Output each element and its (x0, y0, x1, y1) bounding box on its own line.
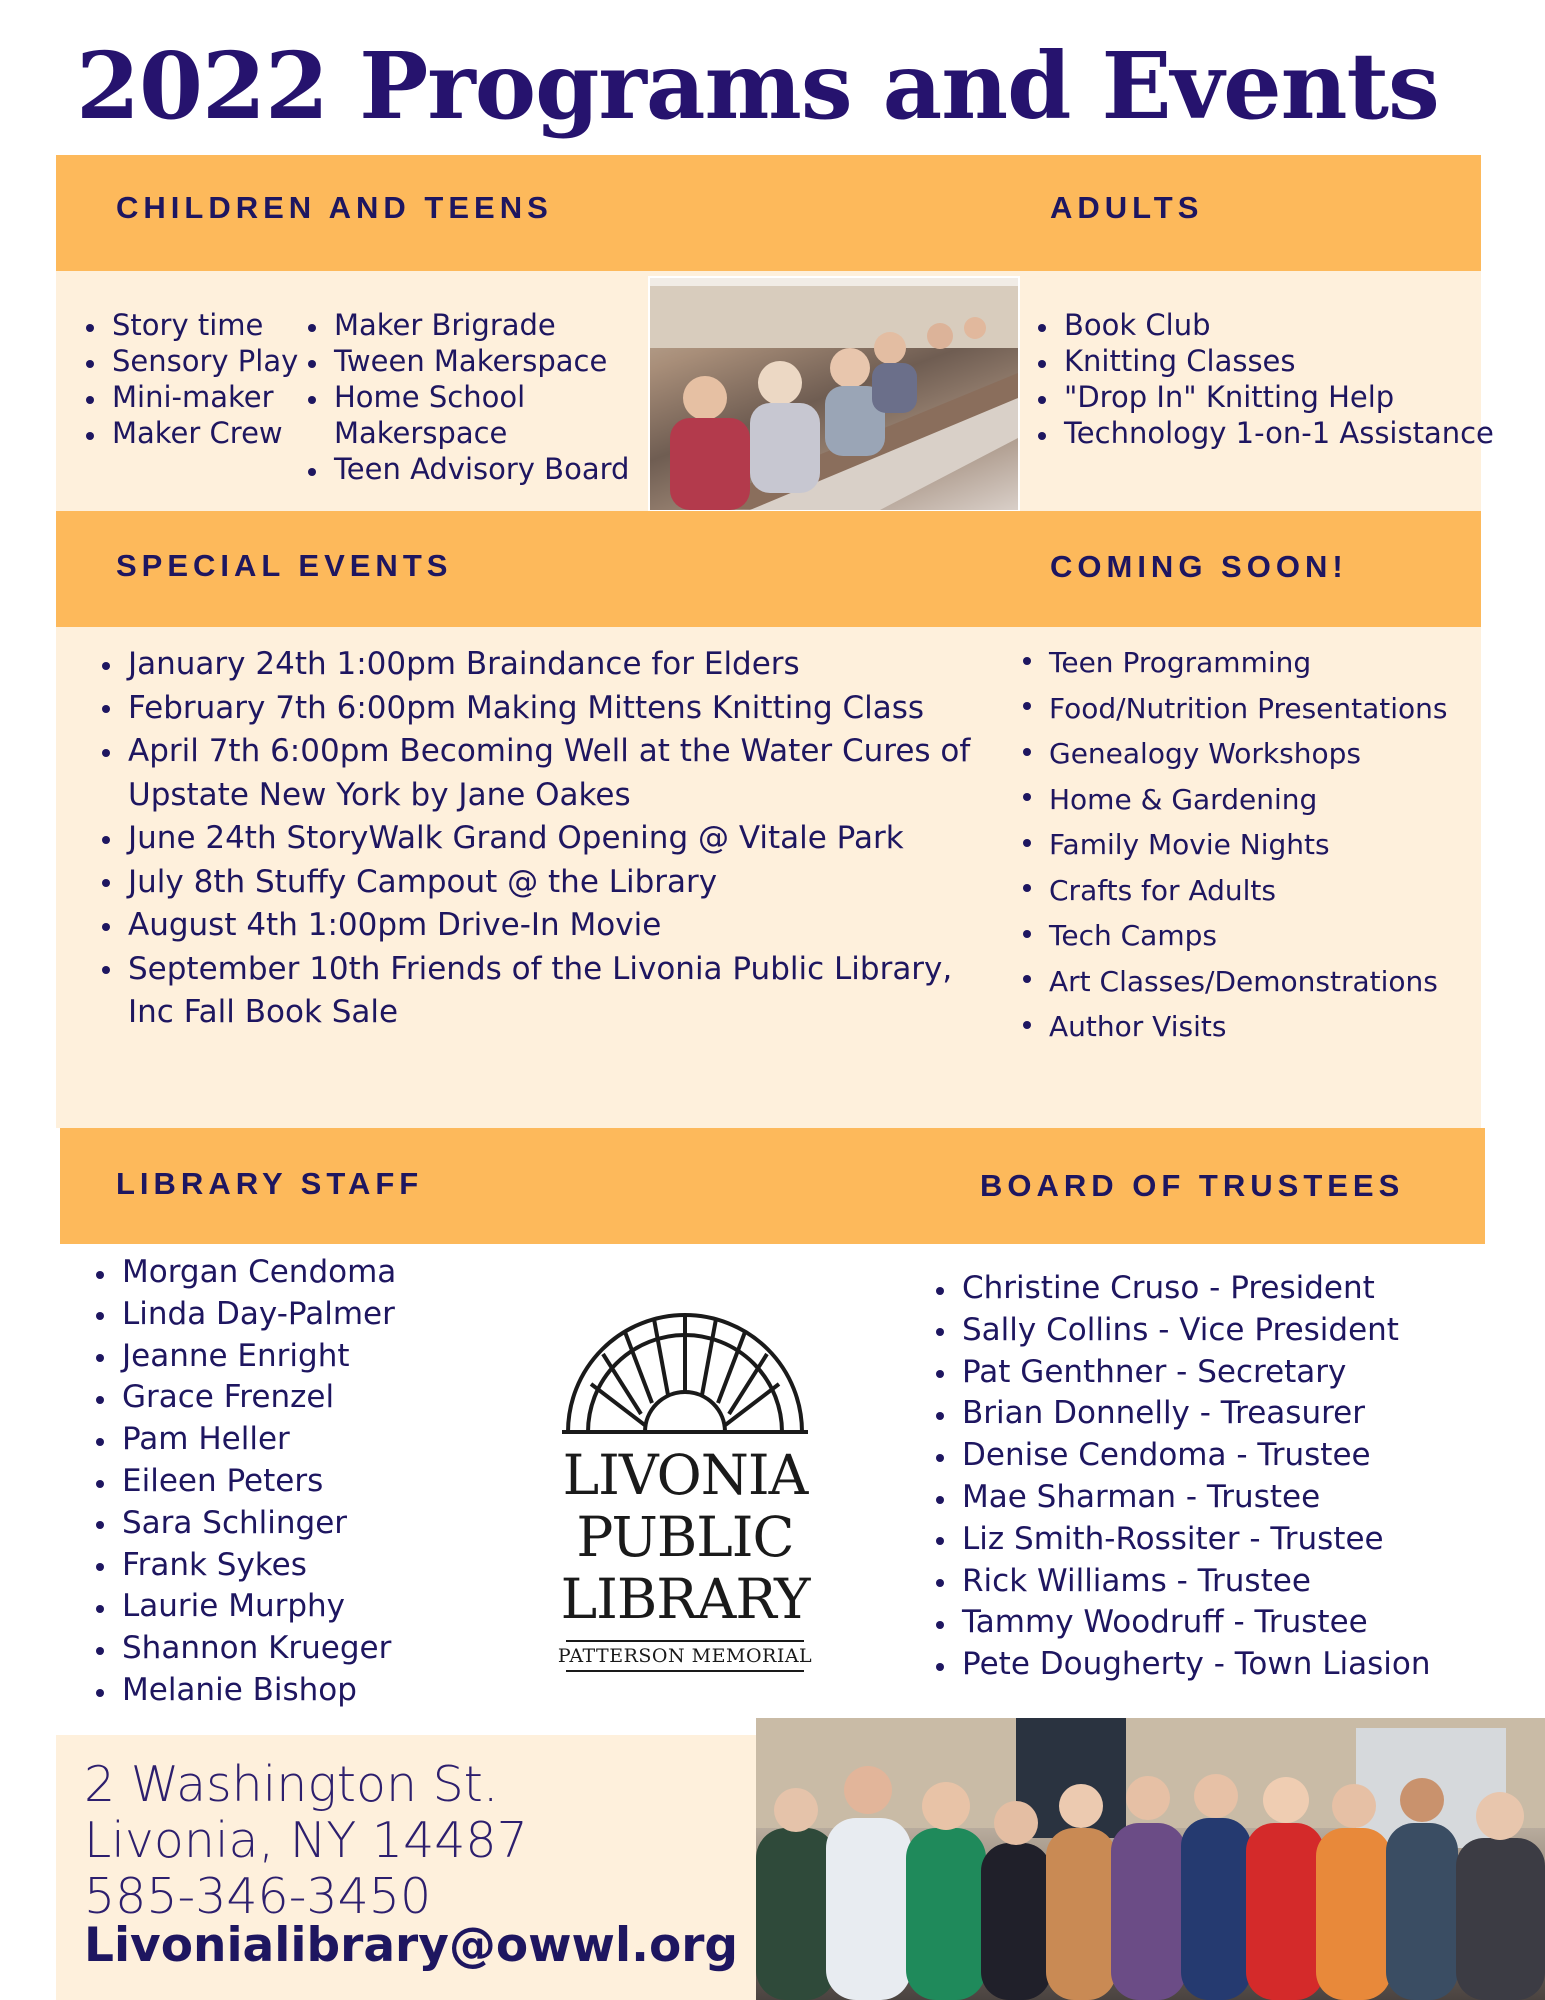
trustee-item: Mae Sharman - Trustee (932, 1477, 1431, 1519)
coming-soon-item: Tech Camps (1019, 913, 1459, 959)
coming-soon-item: Art Classes/Demonstrations (1019, 959, 1459, 1005)
children-teens-list-2 (304, 307, 629, 487)
special-event-item: April 7th 6:00pm Becoming Well at the Water Cures of Upstate New York by Jane Oakes (98, 730, 978, 817)
staff-member-item: Sara Schlinger (92, 1503, 396, 1545)
logo-rule-bottom (566, 1670, 804, 1672)
coming-soon-item: Teen Programming (1019, 640, 1459, 686)
special-event-item: July 8th Stuffy Campout @ the Library (98, 861, 978, 905)
coming-soon-item: Family Movie Nights (1019, 822, 1459, 868)
children-teens-item: Home School Makerspace (304, 379, 534, 451)
library-staff-heading: LIBRARY STAFF (116, 1166, 424, 1201)
coming-soon-item: Home & Gardening (1019, 777, 1459, 823)
children-teens-heading: CHILDREN AND TEENS (116, 190, 553, 225)
trustee-item: Pete Dougherty - Town Liasion (932, 1644, 1431, 1686)
children-teens-list-1 (82, 307, 298, 451)
special-event-item: August 4th 1:00pm Drive-In Movie (98, 904, 978, 948)
coming-soon-item: Food/Nutrition Presentations (1019, 686, 1459, 732)
address-street: 2 Washington St. (84, 1756, 499, 1813)
trustee-item: Sally Collins - Vice President (932, 1310, 1431, 1352)
fanlight-icon (548, 1276, 822, 1436)
trustee-item: Tammy Woodruff - Trustee (932, 1602, 1431, 1644)
special-events-list (98, 643, 978, 1035)
staff-member-item: Melanie Bishop (92, 1670, 396, 1712)
trustee-item: Rick Williams - Trustee (932, 1561, 1431, 1603)
library-staff-list (92, 1252, 396, 1712)
adults-heading: ADULTS (1050, 190, 1204, 225)
staff-member-item: Eileen Peters (92, 1461, 396, 1503)
adults-item: Book Club (1034, 307, 1494, 343)
staff-member-item: Linda Day-Palmer (92, 1294, 396, 1336)
program-photo-art (650, 278, 1018, 510)
staff-group-photo-art (756, 1718, 1545, 2000)
adults-item: "Drop In" Knitting Help (1034, 379, 1494, 415)
address-city: Livonia, NY 14487 (84, 1812, 528, 1869)
staff-member-item: Shannon Krueger (92, 1628, 396, 1670)
special-event-item: February 7th 6:00pm Making Mittens Knitting Class (98, 687, 978, 731)
children-teens-item: Maker Crew (82, 415, 298, 451)
adults-item: Technology 1-on-1 Assistance (1034, 415, 1494, 451)
phone-number: 585-346-3450 (84, 1868, 432, 1925)
special-events-heading: SPECIAL EVENTS (116, 548, 453, 583)
logo-subtitle: PATTERSON MEMORIAL (557, 1645, 813, 1667)
staff-member-item: Jeanne Enright (92, 1336, 396, 1378)
program-photo (648, 276, 1020, 512)
children-teens-item: Maker Brigrade (304, 307, 629, 343)
children-teens-item: Teen Advisory Board (304, 451, 629, 487)
logo-line-livonia: LIVONIA (562, 1443, 808, 1507)
children-teens-item: Mini-maker (82, 379, 298, 415)
library-logo (548, 1276, 822, 1667)
children-teens-item: Tween Makerspace (304, 343, 629, 379)
board-heading: BOARD OF TRUSTEES (980, 1168, 1405, 1203)
special-event-item: June 24th StoryWalk Grand Opening @ Vitale Park (98, 817, 978, 861)
page-title: 2022 Programs and Events (76, 32, 1439, 140)
logo-line-public: PUBLIC (576, 1505, 794, 1569)
children-teens-item: Story time (82, 307, 298, 343)
staff-group-photo (756, 1718, 1545, 2000)
adults-item: Knitting Classes (1034, 343, 1494, 379)
trustee-item: Denise Cendoma - Trustee (932, 1435, 1431, 1477)
special-event-item: September 10th Friends of the Livonia Public Library, Inc Fall Book Sale (98, 948, 978, 1035)
coming-soon-item: Genealogy Workshops (1019, 731, 1459, 777)
coming-soon-item: Author Visits (1019, 1004, 1459, 1050)
coming-soon-item: Crafts for Adults (1019, 868, 1459, 914)
board-list (932, 1268, 1431, 1686)
trustee-item: Liz Smith-Rossiter - Trustee (932, 1519, 1431, 1561)
coming-soon-list (1019, 640, 1459, 1050)
staff-member-item: Grace Frenzel (92, 1377, 396, 1419)
adults-list (1034, 307, 1494, 451)
trustee-item: Christine Cruso - President (932, 1268, 1431, 1310)
coming-soon-heading: COMING SOON! (1050, 549, 1348, 584)
trustee-item: Pat Genthner - Secretary (932, 1352, 1431, 1394)
special-event-item: January 24th 1:00pm Braindance for Elders (98, 643, 978, 687)
staff-member-item: Morgan Cendoma (92, 1252, 396, 1294)
logo-line-library: LIBRARY (560, 1567, 810, 1631)
email-link[interactable]: Livonialibrary@owwl.org (84, 1918, 739, 1973)
staff-member-item: Pam Heller (92, 1419, 396, 1461)
trustee-item: Brian Donnelly - Treasurer (932, 1393, 1431, 1435)
children-teens-item: Sensory Play (82, 343, 298, 379)
staff-member-item: Frank Sykes (92, 1545, 396, 1587)
staff-member-item: Laurie Murphy (92, 1586, 396, 1628)
